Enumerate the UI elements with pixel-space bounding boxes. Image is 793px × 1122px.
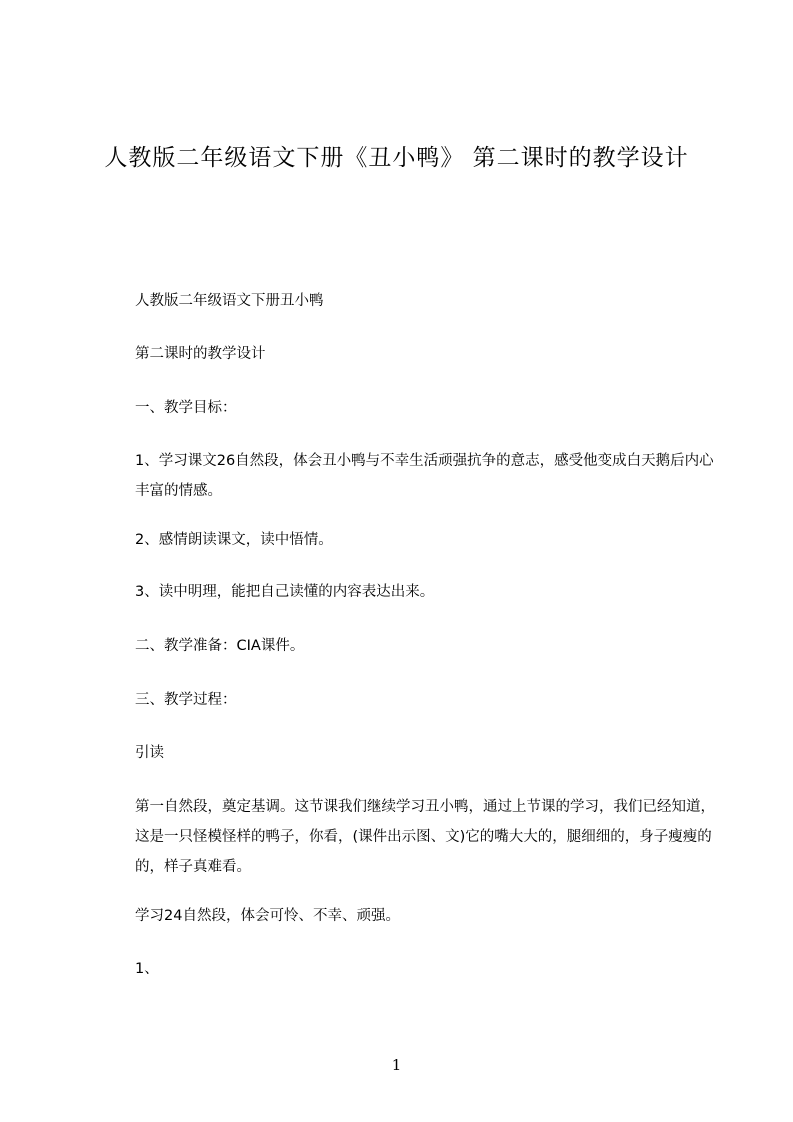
subheading-lead-reading: 引读	[135, 745, 164, 761]
document-title: 人教版二年级语文下册《丑小鸭》 第二课时的教学设计	[104, 145, 689, 171]
objective-2: 2、感情朗读课文，读中悟情。	[135, 532, 333, 548]
section-heading-process: 三、教学过程：	[135, 692, 237, 708]
paragraph-subtitle-2: 第二课时的教学设计	[135, 346, 266, 362]
paragraph-first-section: 第一自然段，奠定基调。这节课我们继续学习丑小鸭，通过上节课的学习，我们已经知道，这是一只怪模怪样的鸭子，你看，(课件出示图、文)它的嘴大大的，腿细细的，身子瘦瘦的的，样子真难看。	[135, 799, 715, 875]
paragraph-subtitle-1: 人教版二年级语文下册丑小鸭	[135, 293, 324, 309]
page-number: 1	[391, 1056, 402, 1074]
objective-1: 1、学习课文26自然段，体会丑小鸭与不幸生活顽强抗争的意志，感受他变成白天鹅后内心丰富的情感。	[135, 453, 714, 499]
paragraph-study-sections: 学习24自然段，体会可怜、不幸、顽强。	[135, 908, 400, 924]
objective-3: 3、读中明理，能把自己读懂的内容表达出来。	[135, 584, 435, 600]
section-heading-objectives: 一、教学目标：	[135, 400, 237, 416]
section-heading-preparation: 二、教学准备：CIA课件。	[135, 638, 305, 654]
list-item-1: 1、	[135, 961, 159, 977]
